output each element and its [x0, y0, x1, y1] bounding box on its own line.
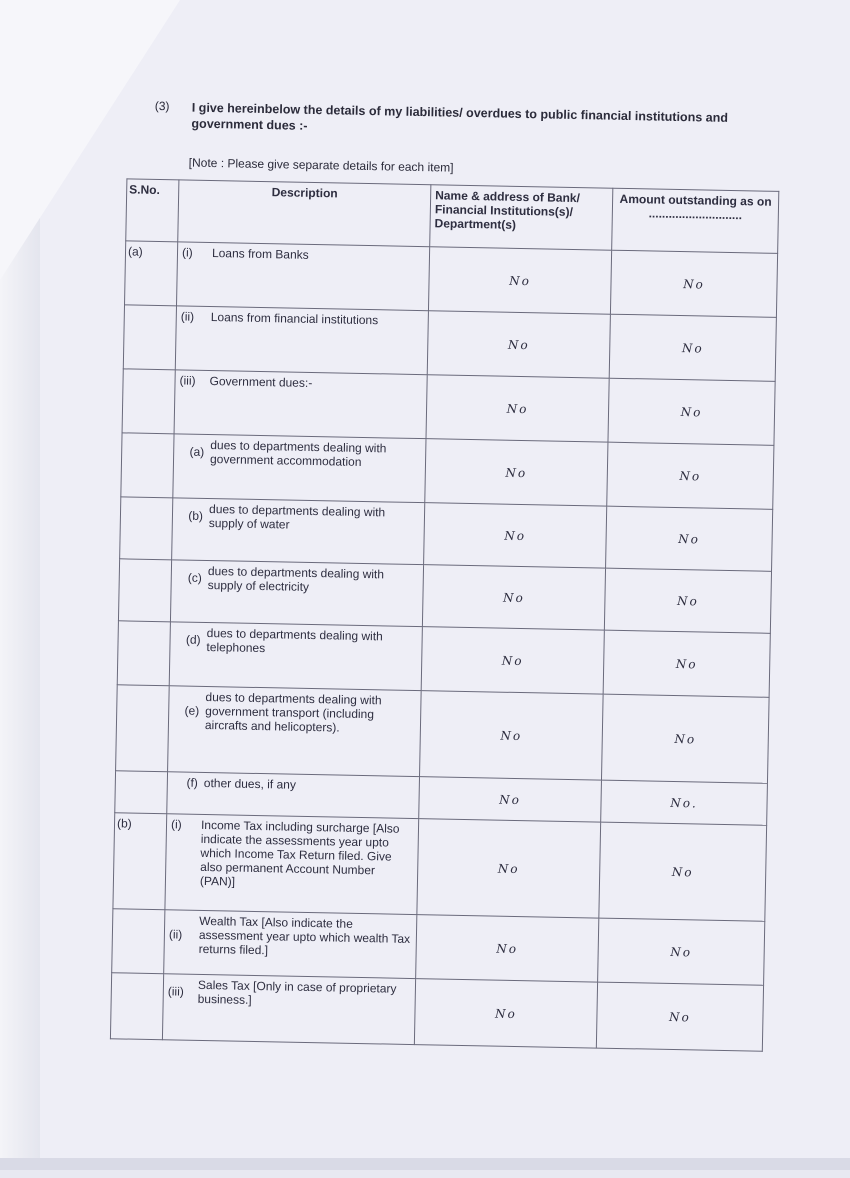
row-index: (c)	[187, 570, 202, 585]
row-description	[174, 370, 427, 439]
handwritten-amount: No	[606, 506, 773, 571]
row-index: (i)	[170, 817, 182, 832]
row-index: (d)	[185, 632, 201, 647]
handwritten-amount: No	[603, 630, 770, 697]
row-sno	[110, 973, 163, 1040]
row-index: (iii)	[179, 373, 196, 388]
handwritten-amount: No	[598, 918, 765, 985]
row-sno: (a)	[125, 241, 178, 306]
handwritten-amount: No	[601, 694, 769, 783]
row-text: Government dues:-	[209, 374, 313, 390]
row-index: (a)	[189, 444, 205, 459]
liabilities-table	[110, 178, 779, 1051]
handwritten-name: No	[414, 979, 597, 1048]
row-index: (e)	[184, 703, 200, 718]
row-index: (ii)	[168, 927, 183, 942]
row-description	[168, 686, 422, 777]
handwritten-name: No	[421, 627, 604, 694]
section-note: [Note : Please give separate details for each item]	[188, 155, 454, 175]
handwritten-name: No	[416, 915, 599, 982]
handwritten-name: No	[419, 777, 602, 822]
row-text: dues to departments dealing with telephones	[206, 626, 383, 656]
row-sno: (b)	[113, 813, 167, 910]
handwritten-name: No	[428, 247, 611, 314]
row-description	[167, 772, 420, 819]
row-text: Wealth Tax [Also indicate the assessment year upto which wealth Tax returns filed.]	[198, 913, 411, 958]
row-text: dues to departments dealing with government accommodation	[209, 438, 387, 469]
table-row	[110, 973, 763, 1052]
handwritten-name: No	[417, 819, 601, 918]
handwritten-amount: No	[596, 982, 763, 1051]
row-description	[169, 622, 422, 691]
handwritten-amount: No	[599, 822, 767, 921]
handwritten-name: No	[426, 375, 609, 442]
row-description	[173, 434, 426, 503]
row-description	[165, 814, 419, 915]
handwritten-name: No	[427, 311, 610, 378]
row-description	[177, 242, 430, 311]
handwritten-amount: No	[608, 378, 775, 445]
table-row	[113, 813, 767, 921]
row-index: (b)	[188, 508, 204, 523]
table-row	[116, 685, 770, 784]
row-sno	[121, 433, 174, 498]
row-sno	[116, 685, 170, 772]
row-description	[162, 974, 415, 1045]
row-sno	[115, 771, 168, 814]
handwritten-amount: No	[610, 250, 777, 317]
row-description	[175, 306, 428, 375]
row-text: dues to departments dealing with supply of electricity	[207, 564, 385, 594]
row-index: (iii)	[167, 984, 184, 999]
row-description	[172, 498, 425, 565]
section-intro: I give hereinbelow the details of my liabilities/ overdues to public financial institutions and government dues :-	[191, 100, 729, 133]
row-sno	[117, 621, 170, 686]
row-text: dues to departments dealing with government transport (including aircrafts and helicopters).	[204, 689, 382, 735]
handwritten-amount: No.	[601, 780, 768, 825]
handwritten-name: No	[425, 439, 608, 506]
row-sno	[120, 497, 173, 560]
row-text: Income Tax including surcharge [Also indicate the assessments year upto which Income Tax Return filed. Give also permanent Account Number (PAN)]	[199, 817, 400, 889]
row-index: (i)	[181, 245, 193, 260]
row-index: (ii)	[180, 309, 195, 324]
section-number: (3)	[154, 98, 170, 114]
row-sno	[112, 909, 165, 974]
handwritten-amount: No	[604, 568, 771, 633]
handwritten-name: No	[422, 565, 605, 630]
handwritten-name: No	[420, 691, 604, 780]
row-index: (f)	[186, 775, 198, 790]
row-description	[170, 560, 423, 627]
header-sno: S.No.	[126, 179, 179, 242]
handwritten-name: No	[424, 503, 607, 568]
row-text: Loans from financial institutions	[210, 310, 379, 328]
header-name-address: Name & address of Bank/ Financial Institutions(s)/ Department(s)	[430, 185, 613, 250]
handwritten-amount: No	[609, 314, 776, 381]
header-amount: Amount outstanding as on ............................	[612, 188, 779, 253]
row-sno	[122, 369, 175, 434]
row-text: Loans from Banks	[211, 246, 309, 262]
row-text: other dues, if any	[203, 775, 297, 792]
row-description	[164, 910, 417, 979]
row-sno	[123, 305, 176, 370]
row-text: dues to departments dealing with supply of water	[208, 502, 386, 532]
header-description: Description	[178, 180, 431, 247]
row-sno	[118, 559, 171, 622]
row-text: Sales Tax [Only in case of proprietary business.]	[197, 977, 397, 1007]
handwritten-amount: No	[607, 442, 774, 509]
